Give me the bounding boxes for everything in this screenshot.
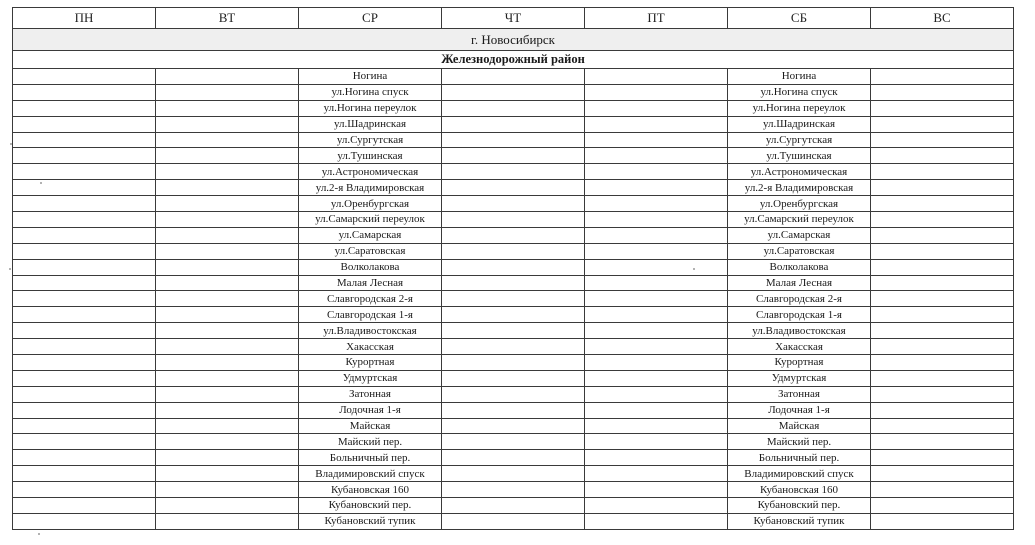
empty-cell-tue [156,498,299,514]
wednesday-street-cell: ул.Саратовская [299,243,442,259]
weekday-header-thu: ЧТ [442,8,585,29]
empty-cell-thu [442,339,585,355]
saturday-street-cell: Владимировский спуск [728,466,871,482]
table-row [13,243,1014,259]
district-row [13,51,1014,69]
table-row [13,291,1014,307]
wednesday-street-cell: Майская [299,418,442,434]
empty-cell-mon [13,259,156,275]
empty-cell-sun [871,164,1014,180]
saturday-street-cell: ул.Самарский переулок [728,212,871,228]
empty-cell-sun [871,275,1014,291]
empty-cell-sun [871,386,1014,402]
empty-cell-mon [13,243,156,259]
empty-cell-tue [156,307,299,323]
empty-cell-mon [13,148,156,164]
saturday-street-cell: Славгородская 1-я [728,307,871,323]
empty-cell-fri [585,513,728,529]
empty-cell-mon [13,196,156,212]
empty-cell-tue [156,148,299,164]
empty-cell-sun [871,291,1014,307]
wednesday-street-cell: Кубановский пер. [299,498,442,514]
table-row [13,148,1014,164]
table-row [13,370,1014,386]
empty-cell-sun [871,498,1014,514]
empty-cell-thu [442,69,585,85]
empty-cell-tue [156,434,299,450]
empty-cell-fri [585,69,728,85]
empty-cell-thu [442,323,585,339]
empty-cell-fri [585,323,728,339]
empty-cell-mon [13,307,156,323]
empty-cell-thu [442,148,585,164]
empty-cell-fri [585,402,728,418]
empty-cell-sun [871,355,1014,371]
table-row [13,482,1014,498]
empty-cell-fri [585,164,728,180]
wednesday-street-cell: ул.Владивостокская [299,323,442,339]
empty-cell-thu [442,291,585,307]
empty-cell-mon [13,450,156,466]
saturday-street-cell: Малая Лесная [728,275,871,291]
empty-cell-thu [442,370,585,386]
empty-cell-mon [13,227,156,243]
empty-cell-fri [585,307,728,323]
saturday-street-cell: Кубановская 160 [728,482,871,498]
empty-cell-sun [871,402,1014,418]
empty-cell-mon [13,355,156,371]
empty-cell-thu [442,100,585,116]
empty-cell-mon [13,370,156,386]
saturday-street-cell: Затонная [728,386,871,402]
table-row [13,323,1014,339]
empty-cell-tue [156,227,299,243]
empty-cell-thu [442,307,585,323]
empty-cell-mon [13,513,156,529]
empty-cell-tue [156,180,299,196]
empty-cell-fri [585,482,728,498]
empty-cell-mon [13,69,156,85]
empty-cell-thu [442,132,585,148]
empty-cell-fri [585,434,728,450]
empty-cell-sun [871,243,1014,259]
empty-cell-fri [585,370,728,386]
empty-cell-fri [585,259,728,275]
empty-cell-thu [442,275,585,291]
wednesday-street-cell: Славгородская 2-я [299,291,442,307]
empty-cell-fri [585,466,728,482]
empty-cell-fri [585,386,728,402]
empty-cell-tue [156,386,299,402]
saturday-street-cell: Лодочная 1-я [728,402,871,418]
empty-cell-fri [585,227,728,243]
wednesday-street-cell: Больничный пер. [299,450,442,466]
saturday-street-cell: Хакасская [728,339,871,355]
table-row [13,100,1014,116]
empty-cell-fri [585,212,728,228]
table-row [13,116,1014,132]
weekday-header-mon: ПН [13,8,156,29]
wednesday-street-cell: Славгородская 1-я [299,307,442,323]
empty-cell-sun [871,212,1014,228]
wednesday-street-cell: ул.Оренбургская [299,196,442,212]
empty-cell-fri [585,148,728,164]
empty-cell-mon [13,418,156,434]
empty-cell-thu [442,355,585,371]
wednesday-street-cell: Малая Лесная [299,275,442,291]
table-row [13,402,1014,418]
empty-cell-fri [585,418,728,434]
wednesday-street-cell: ул.Самарский переулок [299,212,442,228]
empty-cell-tue [156,339,299,355]
saturday-street-cell: Майский пер. [728,434,871,450]
empty-cell-mon [13,212,156,228]
empty-cell-fri [585,275,728,291]
saturday-street-cell: ул.Тушинская [728,148,871,164]
empty-cell-tue [156,418,299,434]
table-row [13,132,1014,148]
city-row [13,29,1014,51]
empty-cell-thu [442,84,585,100]
empty-cell-sun [871,227,1014,243]
empty-cell-mon [13,116,156,132]
schedule-table [12,7,1014,530]
saturday-street-cell: Ногина [728,69,871,85]
scan-speck [693,268,695,270]
empty-cell-fri [585,291,728,307]
empty-cell-fri [585,116,728,132]
empty-cell-sun [871,370,1014,386]
saturday-street-cell: Кубановский пер. [728,498,871,514]
table-row [13,275,1014,291]
weekday-header-row [13,8,1014,29]
district-name: Железнодорожный район [13,51,1014,69]
empty-cell-thu [442,196,585,212]
empty-cell-tue [156,69,299,85]
weekday-header-wed: СР [299,8,442,29]
empty-cell-fri [585,196,728,212]
table-row [13,386,1014,402]
saturday-street-cell: Волколакова [728,259,871,275]
empty-cell-fri [585,132,728,148]
wednesday-street-cell: ул.Ногина спуск [299,84,442,100]
empty-cell-thu [442,418,585,434]
table-row [13,466,1014,482]
empty-cell-tue [156,116,299,132]
table-row [13,450,1014,466]
scan-speck [10,143,12,145]
empty-cell-thu [442,386,585,402]
table-row [13,498,1014,514]
empty-cell-sun [871,180,1014,196]
empty-cell-mon [13,402,156,418]
empty-cell-tue [156,482,299,498]
empty-cell-mon [13,84,156,100]
table-row [13,355,1014,371]
wednesday-street-cell: Кубановская 160 [299,482,442,498]
empty-cell-tue [156,291,299,307]
empty-cell-sun [871,259,1014,275]
empty-cell-thu [442,180,585,196]
empty-cell-thu [442,227,585,243]
scan-speck [9,268,11,270]
saturday-street-cell: ул.Владивостокская [728,323,871,339]
empty-cell-mon [13,291,156,307]
table-row [13,84,1014,100]
table-row [13,339,1014,355]
saturday-street-cell: ул.Оренбургская [728,196,871,212]
weekday-header-sun: ВС [871,8,1014,29]
table-row [13,227,1014,243]
wednesday-street-cell: ул.Сургутская [299,132,442,148]
wednesday-street-cell: ул.Самарская [299,227,442,243]
saturday-street-cell: Курортная [728,355,871,371]
wednesday-street-cell: ул.2-я Владимировская [299,180,442,196]
saturday-street-cell: ул.Астрономическая [728,164,871,180]
empty-cell-mon [13,164,156,180]
table-row [13,418,1014,434]
empty-cell-sun [871,339,1014,355]
table-row [13,196,1014,212]
empty-cell-tue [156,212,299,228]
empty-cell-tue [156,259,299,275]
wednesday-street-cell: Майский пер. [299,434,442,450]
wednesday-street-cell: Кубановский тупик [299,513,442,529]
empty-cell-mon [13,180,156,196]
empty-cell-mon [13,132,156,148]
wednesday-street-cell: Владимировский спуск [299,466,442,482]
empty-cell-tue [156,275,299,291]
empty-cell-fri [585,450,728,466]
saturday-street-cell: Удмуртская [728,370,871,386]
empty-cell-mon [13,482,156,498]
wednesday-street-cell: ул.Ногина переулок [299,100,442,116]
empty-cell-mon [13,323,156,339]
wednesday-street-cell: Удмуртская [299,370,442,386]
empty-cell-mon [13,434,156,450]
city-name: г. Новосибирск [13,29,1014,51]
scan-speck [40,182,42,184]
saturday-street-cell: Кубановский тупик [728,513,871,529]
empty-cell-sun [871,116,1014,132]
weekday-header-tue: ВТ [156,8,299,29]
empty-cell-tue [156,466,299,482]
empty-cell-fri [585,100,728,116]
empty-cell-mon [13,466,156,482]
empty-cell-fri [585,339,728,355]
empty-cell-fri [585,498,728,514]
table-row [13,259,1014,275]
empty-cell-fri [585,355,728,371]
empty-cell-sun [871,196,1014,212]
empty-cell-sun [871,132,1014,148]
table-row [13,164,1014,180]
empty-cell-fri [585,84,728,100]
empty-cell-thu [442,116,585,132]
empty-cell-tue [156,196,299,212]
saturday-street-cell: ул.Шадринская [728,116,871,132]
empty-cell-thu [442,450,585,466]
empty-cell-sun [871,84,1014,100]
empty-cell-sun [871,69,1014,85]
empty-cell-tue [156,402,299,418]
scan-speck [38,533,40,535]
saturday-street-cell: ул.Ногина спуск [728,84,871,100]
saturday-street-cell: Славгородская 2-я [728,291,871,307]
empty-cell-thu [442,482,585,498]
empty-cell-tue [156,243,299,259]
wednesday-street-cell: ул.Шадринская [299,116,442,132]
weekday-header-fri: ПТ [585,8,728,29]
empty-cell-mon [13,386,156,402]
empty-cell-tue [156,450,299,466]
empty-cell-sun [871,482,1014,498]
empty-cell-mon [13,498,156,514]
table-row [13,180,1014,196]
empty-cell-sun [871,418,1014,434]
empty-cell-tue [156,84,299,100]
empty-cell-thu [442,164,585,180]
wednesday-street-cell: Волколакова [299,259,442,275]
empty-cell-tue [156,100,299,116]
empty-cell-sun [871,100,1014,116]
table-row [13,212,1014,228]
weekday-header-sat: СБ [728,8,871,29]
empty-cell-sun [871,450,1014,466]
empty-cell-sun [871,307,1014,323]
wednesday-street-cell: Затонная [299,386,442,402]
empty-cell-mon [13,339,156,355]
empty-cell-thu [442,434,585,450]
wednesday-street-cell: ул.Тушинская [299,148,442,164]
empty-cell-sun [871,148,1014,164]
saturday-street-cell: Майская [728,418,871,434]
empty-cell-tue [156,132,299,148]
wednesday-street-cell: Ногина [299,69,442,85]
empty-cell-sun [871,466,1014,482]
empty-cell-thu [442,402,585,418]
wednesday-street-cell: Хакасская [299,339,442,355]
empty-cell-thu [442,466,585,482]
empty-cell-tue [156,323,299,339]
table-row [13,307,1014,323]
table-row [13,69,1014,85]
empty-cell-sun [871,513,1014,529]
empty-cell-thu [442,513,585,529]
wednesday-street-cell: Курортная [299,355,442,371]
empty-cell-tue [156,355,299,371]
saturday-street-cell: ул.Ногина переулок [728,100,871,116]
empty-cell-sun [871,434,1014,450]
empty-cell-thu [442,498,585,514]
empty-cell-tue [156,513,299,529]
wednesday-street-cell: Лодочная 1-я [299,402,442,418]
saturday-street-cell: Больничный пер. [728,450,871,466]
empty-cell-thu [442,259,585,275]
saturday-street-cell: ул.Самарская [728,227,871,243]
wednesday-street-cell: ул.Астрономическая [299,164,442,180]
empty-cell-thu [442,212,585,228]
saturday-street-cell: ул.Сургутская [728,132,871,148]
empty-cell-fri [585,180,728,196]
empty-cell-mon [13,275,156,291]
empty-cell-fri [585,243,728,259]
empty-cell-tue [156,164,299,180]
empty-cell-mon [13,100,156,116]
saturday-street-cell: ул.2-я Владимировская [728,180,871,196]
empty-cell-sun [871,323,1014,339]
saturday-street-cell: ул.Саратовская [728,243,871,259]
table-row [13,513,1014,529]
empty-cell-tue [156,370,299,386]
empty-cell-thu [442,243,585,259]
schedule-sheet [12,7,1013,530]
table-row [13,434,1014,450]
